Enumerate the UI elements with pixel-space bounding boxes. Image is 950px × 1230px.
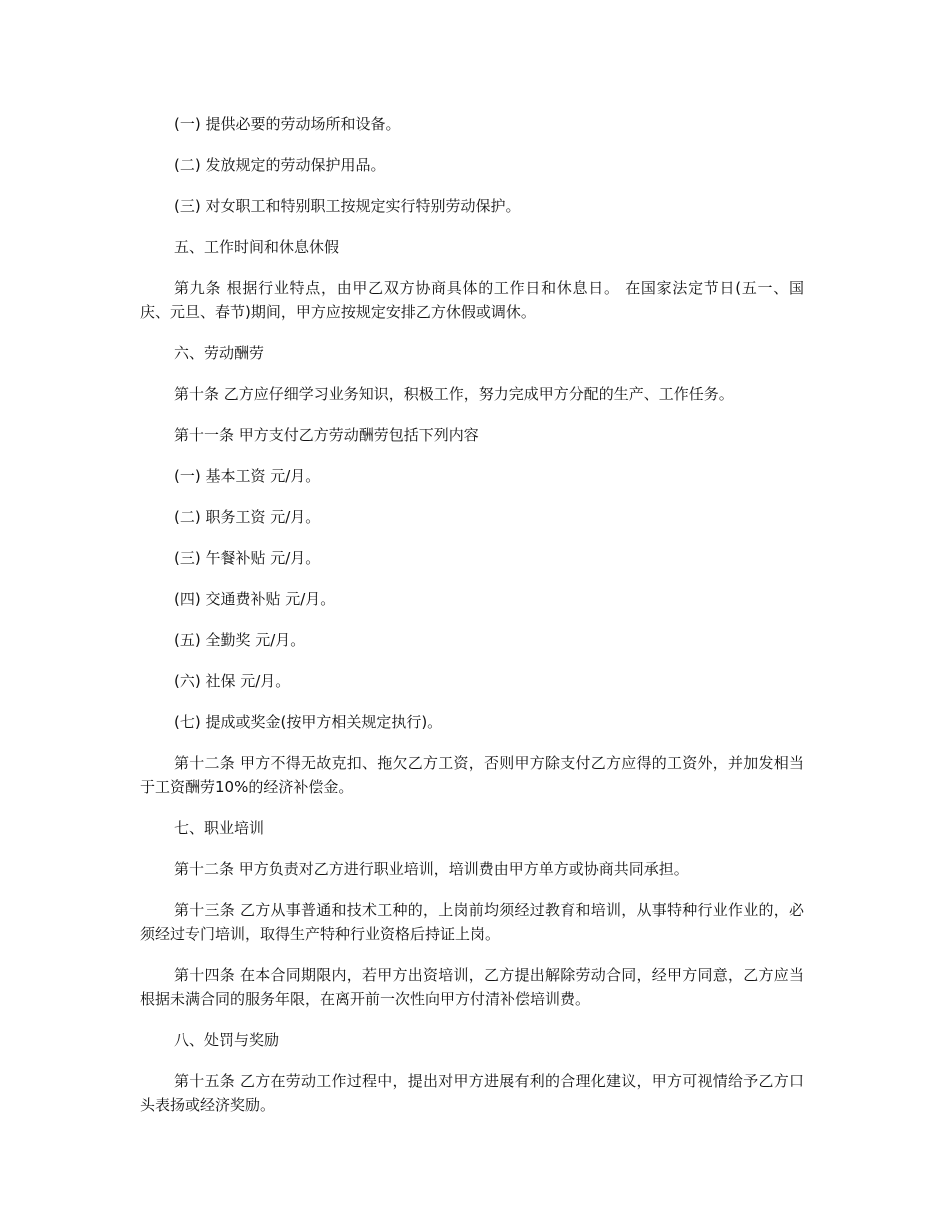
article-11: 第十一条 甲方支付乙方劳动酬劳包括下列内容 xyxy=(174,426,479,444)
pay-item-transport-allowance: (四) 交通费补贴 元/月。 xyxy=(174,590,336,608)
section-heading-training: 七、职业培训 xyxy=(174,819,265,837)
section-heading-remuneration: 六、劳动酬劳 xyxy=(174,344,265,362)
section-heading-penalties-rewards: 八、处罚与奖励 xyxy=(174,1031,280,1049)
article-12-wages: 第十二条 甲方不得无故克扣、拖欠乙方工资，否则甲方除支付乙方应得的工资外，并加发相当于工资酬劳10%的经济补偿金。 xyxy=(140,754,804,796)
article-13: 第十三条 乙方从事普通和技术工种的，上岗前均须经过教育和培训，从事特种行业作业的，必须经过专门培训，取得生产特种行业资格后持证上岗。 xyxy=(140,901,804,943)
pay-item-attendance-bonus: (五) 全勤奖 元/月。 xyxy=(174,631,306,649)
paragraph-obligation-2: (二) 发放规定的劳动保护用品。 xyxy=(174,156,386,174)
article-15: 第十五条 乙方在劳动工作过程中，提出对甲方进展有利的合理化建议，甲方可视情给予乙方口头表扬或经济奖励。 xyxy=(140,1072,804,1114)
document-body xyxy=(140,112,804,1134)
article-12-training: 第十二条 甲方负责对乙方进行职业培训，培训费由甲方单方或协商共同承担。 xyxy=(174,860,689,878)
paragraph-obligation-1: (一) 提供必要的劳动场所和设备。 xyxy=(174,115,401,133)
paragraph-obligation-3: (三) 对女职工和特别职工按规定实行特别劳动保护。 xyxy=(174,197,521,215)
pay-item-commission: (七) 提成或奖金(按甲方相关规定执行)。 xyxy=(174,713,443,731)
pay-item-basic-salary: (一) 基本工资 元/月。 xyxy=(174,467,321,485)
pay-item-position-salary: (二) 职务工资 元/月。 xyxy=(174,508,321,526)
section-heading-work-hours: 五、工作时间和休息休假 xyxy=(174,238,340,256)
article-10: 第十条 乙方应仔细学习业务知识，积极工作，努力完成甲方分配的生产、工作任务。 xyxy=(174,385,734,403)
article-9: 第九条 根据行业特点，由甲乙双方协商具体的工作日和休息日。 在国家法定节日(五一、国庆、元旦、春节)期间，甲方应按规定安排乙方休假或调休。 xyxy=(140,279,804,321)
pay-item-social-insurance: (六) 社保 元/月。 xyxy=(174,672,291,690)
pay-item-lunch-allowance: (三) 午餐补贴 元/月。 xyxy=(174,549,321,567)
article-14: 第十四条 在本合同期限内，若甲方出资培训，乙方提出解除劳动合同，经甲方同意，乙方应当根据未满合同的服务年限，在离开前一次性向甲方付清补偿培训费。 xyxy=(140,966,804,1008)
